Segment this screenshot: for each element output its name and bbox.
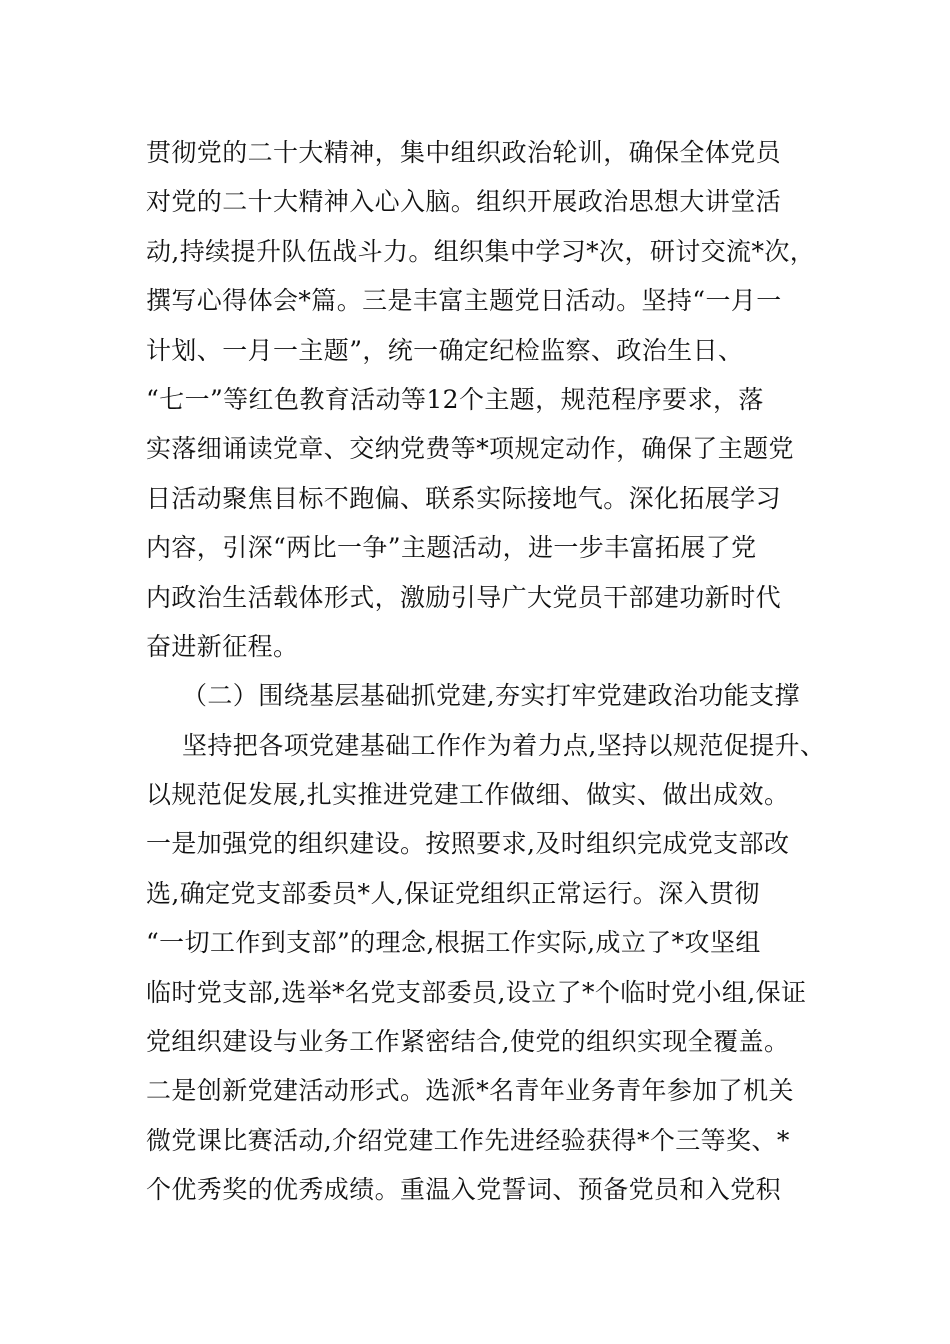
text-line: 个优秀奖的优秀成绩。重温入党誓词、预备党员和入党积 (146, 1175, 782, 1205)
text-line: 以规范促发展,扎实推进党建工作做细、做实、做出成效。 (146, 780, 790, 810)
text-line: “七一”等红色教育活动等12个主题，规范程序要求，落 (146, 384, 764, 414)
text-line: 一是加强党的组织建设。按照要求,及时组织完成党支部改 (146, 829, 790, 859)
text-line: 坚持把各项党建基础工作作为着力点,坚持以规范促提升、 (182, 730, 826, 760)
text-line: 实落细诵读党章、交纳党费等*项规定动作，确保了主题党 (146, 434, 794, 464)
text-line: 临时党支部,选举*名党支部委员,设立了*个临时党小组,保证 (146, 977, 807, 1007)
text-line: 微党课比赛活动,介绍党建工作先进经验获得*个三等奖、* (146, 1125, 790, 1155)
text-line: 内政治生活载体形式，激励引导广大党员干部建功新时代 (146, 582, 782, 612)
text-line: 选,确定党支部委员*人,保证党组织正常运行。深入贯彻 (146, 878, 760, 908)
text-line: “一切工作到支部”的理念,根据工作实际,成立了*攻坚组 (146, 928, 761, 958)
text-line: 撰写心得体会*篇。三是丰富主题党日活动。坚持“一月一 (146, 286, 782, 316)
text-line: 贯彻党的二十大精神，集中组织政治轮训，确保全体党员 (146, 138, 782, 167)
section-heading: （二）围绕基层基础抓党建,夯实打牢党建政治功能支撑 (182, 681, 800, 711)
text-line: 内容，引深“两比一争”主题活动，进一步丰富拓展了党 (146, 533, 757, 563)
text-line: 计划、一月一主题”，统一确定纪检监察、政治生日、 (146, 335, 744, 365)
text-line: 党组织建设与业务工作紧密结合,使党的组织实现全覆盖。 (146, 1027, 790, 1057)
text-line: 对党的二十大精神入心入脑。组织开展政治思想大讲堂活 (146, 187, 782, 217)
text-line: 动,持续提升队伍战斗力。组织集中学习*次，研讨交流*次， (146, 236, 816, 266)
text-line: 二是创新党建活动形式。选派*名青年业务青年参加了机关 (146, 1076, 794, 1106)
text-line: 奋进新征程。 (146, 631, 299, 661)
text-line: 日活动聚焦目标不跑偏、联系实际接地气。深化拓展学习 (146, 483, 782, 513)
document-body (146, 128, 826, 1215)
